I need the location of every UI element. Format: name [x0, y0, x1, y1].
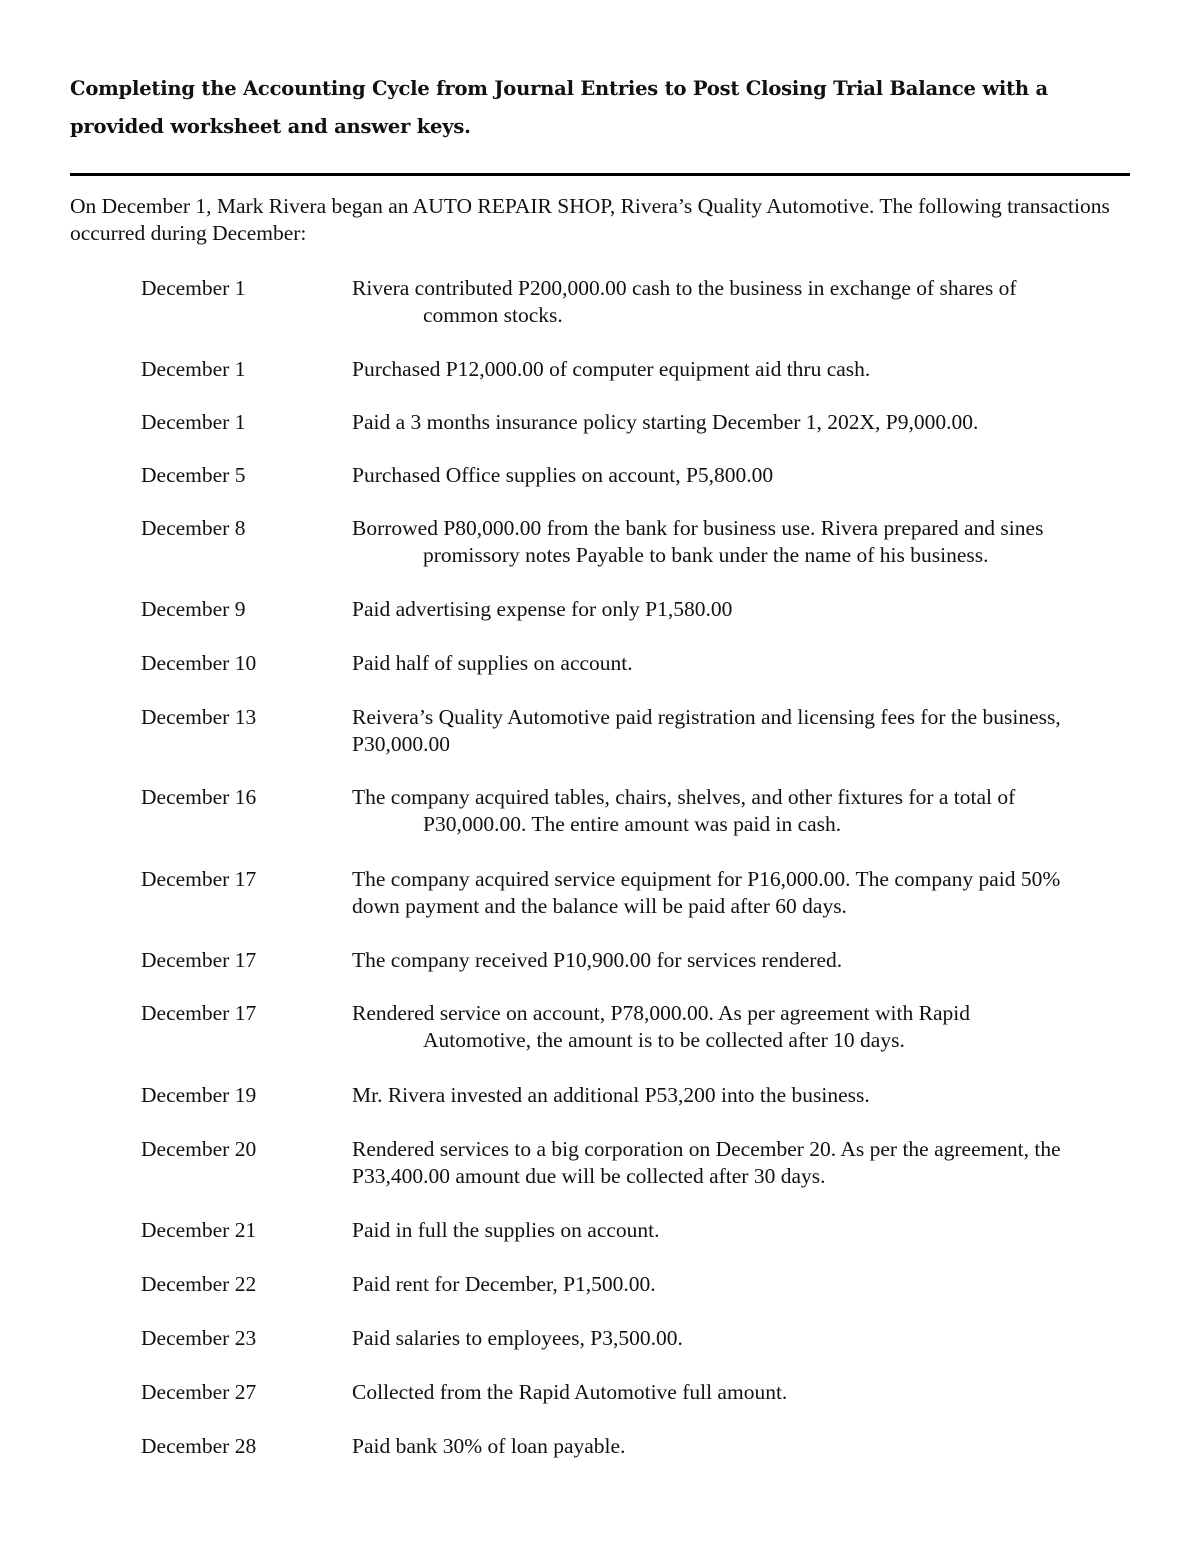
description-line: Paid salaries to employees, P3,500.00.	[352, 1326, 683, 1350]
transaction-date: December 9	[141, 597, 246, 621]
transaction-description	[352, 866, 1142, 920]
transaction-date: December 22	[141, 1272, 257, 1296]
description-continuation: P30,000.00	[352, 732, 450, 756]
description-line: Purchased P12,000.00 of computer equipment aid thru cash.	[352, 357, 871, 381]
transaction-description	[352, 1433, 1142, 1460]
transaction-date: December 20	[141, 1137, 257, 1161]
transaction-date: December 19	[141, 1083, 257, 1107]
description-line: Paid advertising expense for only P1,580.00	[352, 597, 733, 621]
transaction-date: December 10	[141, 651, 257, 675]
transaction-date: December 28	[141, 1434, 257, 1458]
transaction-date: December 1	[141, 410, 246, 434]
transaction-description	[352, 650, 1142, 677]
description-line: Borrowed P80,000.00 from the bank for business use. Rivera prepared and sines	[352, 516, 1044, 540]
transaction-date: December 17	[141, 867, 257, 891]
description-line: Collected from the Rapid Automotive full amount.	[352, 1380, 788, 1404]
transaction-date: December 13	[141, 705, 257, 729]
description-continuation: promissory notes Payable to bank under the name of his business.	[423, 543, 989, 567]
transaction-description	[352, 1217, 1142, 1244]
transaction-description	[352, 596, 1142, 623]
transaction-date: December 1	[141, 357, 246, 381]
transaction-date: December 16	[141, 785, 257, 809]
description-continuation: common stocks.	[423, 303, 563, 327]
description-line: The company received P10,900.00 for services rendered.	[352, 948, 843, 972]
transaction-date: December 23	[141, 1326, 257, 1350]
description-continuation: P30,000.00. The entire amount was paid in cash.	[423, 812, 842, 836]
transaction-date: December 1	[141, 276, 246, 300]
description-line: Rendered services to a big corporation on December 20. As per the agreement, the	[352, 1137, 1061, 1161]
transaction-date: December 27	[141, 1380, 257, 1404]
description-line: Reivera’s Quality Automotive paid registration and licensing fees for the business,	[352, 705, 1061, 729]
description-continuation: P33,400.00 amount due will be collected after 30 days.	[352, 1164, 826, 1188]
transaction-description	[352, 947, 1142, 974]
transaction-description	[352, 409, 1142, 436]
transaction-description	[352, 704, 1142, 758]
description-line: Paid a 3 months insurance policy starting December 1, 202X, P9,000.00.	[352, 410, 979, 434]
description-continuation: Automotive, the amount is to be collected after 10 days.	[423, 1028, 905, 1052]
description-line: The company acquired service equipment for P16,000.00. The company paid 50%	[352, 867, 1061, 891]
transaction-description	[352, 275, 1142, 329]
transaction-description	[352, 515, 1142, 569]
transaction-description	[352, 462, 1142, 489]
description-line: Rivera contributed P200,000.00 cash to the business in exchange of shares of	[352, 276, 1017, 300]
description-line: Paid rent for December, P1,500.00.	[352, 1272, 656, 1296]
transaction-date: December 5	[141, 463, 246, 487]
transaction-description	[352, 356, 1142, 383]
title-divider	[70, 173, 1130, 176]
description-line: Rendered service on account, P78,000.00. As per agreement with Rapid	[352, 1001, 970, 1025]
description-line: The company acquired tables, chairs, shelves, and other fixtures for a total of	[352, 785, 1016, 809]
document-title: Completing the Accounting Cycle from Journal Entries to Post Closing Trial Balance with a provided worksheet and answer keys.	[70, 77, 1048, 138]
transaction-date: December 17	[141, 1001, 257, 1025]
transaction-description	[352, 1082, 1142, 1109]
transaction-description	[352, 784, 1142, 838]
intro-paragraph: On December 1, Mark Rivera began an AUTO REPAIR SHOP, Rivera’s Quality Automotive. The following transactions occurred during December:	[70, 194, 1110, 245]
transaction-date: December 8	[141, 516, 246, 540]
description-line: Mr. Rivera invested an additional P53,200 into the business.	[352, 1083, 870, 1107]
description-line: Purchased Office supplies on account, P5,800.00	[352, 463, 774, 487]
description-line: Paid in full the supplies on account.	[352, 1218, 660, 1242]
transaction-date: December 21	[141, 1218, 257, 1242]
transaction-date: December 17	[141, 948, 257, 972]
transaction-description	[352, 1136, 1142, 1190]
description-line: Paid bank 30% of loan payable.	[352, 1434, 626, 1458]
transaction-description	[352, 1271, 1142, 1298]
description-line: Paid half of supplies on account.	[352, 651, 633, 675]
transaction-description	[352, 1325, 1142, 1352]
transaction-description	[352, 1000, 1142, 1054]
transaction-description	[352, 1379, 1142, 1406]
description-continuation: down payment and the balance will be paid after 60 days.	[352, 894, 847, 918]
